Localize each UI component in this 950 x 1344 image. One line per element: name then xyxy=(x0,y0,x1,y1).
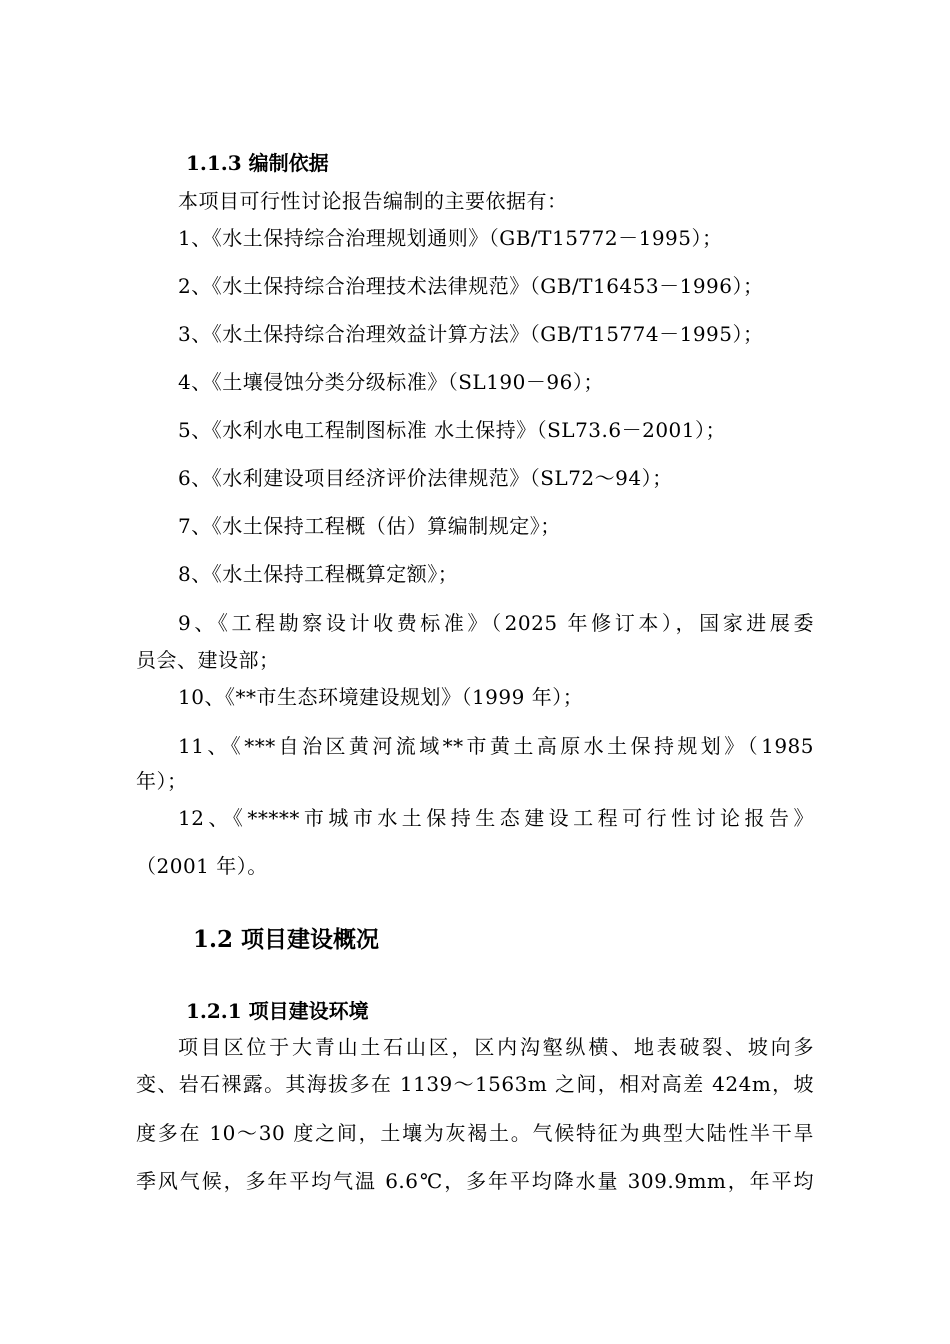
list-item: 7、《水土保持工程概（估）算编制规定》； xyxy=(178,514,561,538)
paragraph-line: 度多在 10～30 度之间，土壤为灰褐土。气候特征为典型大陆性半干旱 xyxy=(136,1121,814,1145)
list-item-12-line1: 12、《*****市城市水土保持生态建设工程可行性讨论报告》 xyxy=(178,806,814,830)
list-item: 6、《水利建设项目经济评价法律规范》（SL72～94）； xyxy=(178,466,673,490)
list-item: 4、《土壤侵蚀分类分级标准》（SL190－96）； xyxy=(178,370,604,394)
list-item: 2、《水土保持综合治理技术法律规范》（GB/T16453－1996）； xyxy=(178,274,764,298)
paragraph-line: 项目区位于大青山土石山区，区内沟壑纵横、地表破裂、坡向多 xyxy=(178,1035,814,1059)
list-item: 1、《水土保持综合治理规划通则》（GB/T15772－1995）； xyxy=(178,226,723,250)
list-item: 8、《水土保持工程概算定额》； xyxy=(178,562,459,586)
section-heading-1-1-3: 1.1.3 编制依据 xyxy=(186,151,329,175)
list-item-11-line2: 年）； xyxy=(136,769,188,793)
list-item-9-line2: 员会、建设部； xyxy=(136,648,280,672)
paragraph-line: 变、岩石裸露。其海拔多在 1139～1563m 之间，相对高差 424m，坡 xyxy=(136,1072,814,1096)
list-item-11-line1: 11、《***自治区黄河流域**市黄土高原水土保持规划》（1985 xyxy=(178,734,814,758)
list-item: 3、《水土保持综合治理效益计算方法》（GB/T15774－1995）； xyxy=(178,322,764,346)
list-item-12-line2: （2001 年）。 xyxy=(136,854,268,878)
paragraph-line: 季风气候，多年平均气温 6.6℃，多年平均降水量 309.9mm，年平均 xyxy=(136,1169,814,1193)
list-item: 5、《水利水电工程制图标准 水土保持》（SL73.6－2001）； xyxy=(178,418,726,442)
intro-paragraph: 本项目可行性讨论报告编制的主要依据有： xyxy=(178,189,568,213)
section-heading-1-2: 1.2 项目建设概况 xyxy=(193,926,380,953)
list-item-9-line1: 9、《工程勘察设计收费标准》（2025 年修订本），国家进展委 xyxy=(178,611,814,635)
section-heading-1-2-1: 1.2.1 项目建设环境 xyxy=(186,999,369,1023)
list-item-10: 10、《**市生态环境建设规划》（1999 年）； xyxy=(178,685,584,709)
